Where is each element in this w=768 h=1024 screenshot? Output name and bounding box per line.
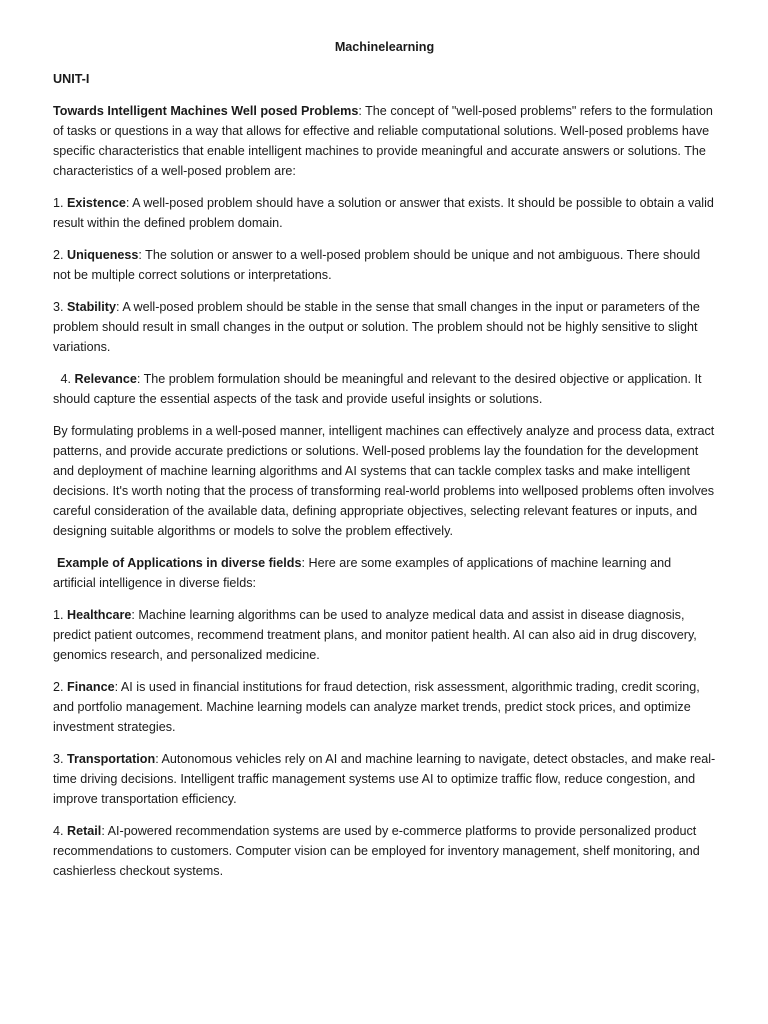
characteristic-term: Stability xyxy=(67,300,117,314)
unit-heading: UNIT-I xyxy=(53,72,90,86)
intro-body: : The concept of "well-posed problems" refers to the formulation of tasks or questions in a way that allows for effective and reliable computational solutions. Well-posed problems have specific characteristics that enable intelligent machines to provide meaningful and accurate answers or solutions. The characteristics of a well-posed problem are: xyxy=(53,104,713,178)
application-term: Retail xyxy=(67,824,102,838)
application-text: : AI-powered recommendation systems are used by e-commerce platforms to provide personalized product recommendations to customers. Computer vision can be employed for inventory management, shelf monitoring, and cashierless checkout systems. xyxy=(53,824,700,878)
list-number: 3. xyxy=(53,300,68,314)
characteristic-relevance xyxy=(53,369,716,409)
characteristic-term: Uniqueness xyxy=(67,248,139,262)
applications-heading: Example of Applications in diverse fields xyxy=(57,556,302,570)
list-number: 1. xyxy=(53,608,68,622)
application-text: : Autonomous vehicles rely on AI and machine learning to navigate, detect obstacles, and make real-time driving decisions. Intelligent traffic management systems use AI to optimize traffic flow, reduce congestion, and improve transportation efficiency. xyxy=(53,752,716,806)
characteristic-text: : A well-posed problem should have a solution or answer that exists. It should be possible to obtain a valid result within the defined problem domain. xyxy=(53,196,714,230)
application-term: Finance xyxy=(67,680,115,694)
characteristic-term: Existence xyxy=(67,196,126,210)
document-title: Machinelearning xyxy=(334,40,435,54)
list-number: 2. xyxy=(53,248,68,262)
list-number: 4. xyxy=(57,372,75,386)
application-transportation xyxy=(53,749,716,809)
characteristic-uniqueness xyxy=(53,245,716,285)
application-text: : Machine learning algorithms can be used to analyze medical data and assist in disease diagnosis, predict patient outcomes, recommend treatment plans, and monitor patient health. AI can also aid in drug discovery, genomics research, and personalized medicine. xyxy=(53,608,697,662)
section-heading-well-posed: Towards Intelligent Machines Well posed Problems xyxy=(53,104,359,118)
application-retail xyxy=(53,821,716,881)
characteristic-text: : A well-posed problem should be stable in the sense that small changes in the input or parameters of the problem should result in small changes in the output or solution. The problem should not be highly sensitive to slight variations. xyxy=(53,300,700,354)
application-finance xyxy=(53,677,716,737)
characteristic-existence xyxy=(53,193,716,233)
applications-intro-body: : Here are some examples of applications of machine learning and artificial intelligence in diverse fields: xyxy=(53,556,672,590)
characteristic-term: Relevance xyxy=(74,372,137,386)
application-text: : AI is used in financial institutions for fraud detection, risk assessment, algorithmic trading, credit scoring, and portfolio management. Machine learning models can analyze market trends, predict stock prices, and optimize investment strategies. xyxy=(53,680,700,734)
application-term: Transportation xyxy=(67,752,156,766)
list-number: 1. xyxy=(53,196,68,210)
summary-paragraph: By formulating problems in a well-posed manner, intelligent machines can effectively analyze and process data, extract patterns, and provide accurate predictions or solutions. Well-posed problems lay the foundation for the development and deployment of machine learning algorithms and AI systems that can tackle complex tasks and make intelligent decisions. It's worth noting that the process of transforming real-world problems into wellposed problems often involves careful consideration of the available data, defining appropriate objectives, selecting relevant features or inputs, and designing suitable algorithms or models to solve the problem effectively. xyxy=(53,424,715,538)
list-number: 4. xyxy=(53,824,68,838)
list-number: 2. xyxy=(53,680,68,694)
list-number: 3. xyxy=(53,752,68,766)
characteristic-stability xyxy=(53,297,716,357)
characteristic-text: : The solution or answer to a well-posed problem should be unique and not ambiguous. There should not be multiple correct solutions or interpretations. xyxy=(53,248,701,282)
application-term: Healthcare xyxy=(67,608,132,622)
intro-paragraph xyxy=(53,101,716,181)
applications-intro-paragraph xyxy=(53,553,716,593)
characteristic-text: : The problem formulation should be meaningful and relevant to the desired objective or application. It should capture the essential aspects of the task and provide useful insights or solutions. xyxy=(53,372,702,406)
application-healthcare xyxy=(53,605,716,665)
